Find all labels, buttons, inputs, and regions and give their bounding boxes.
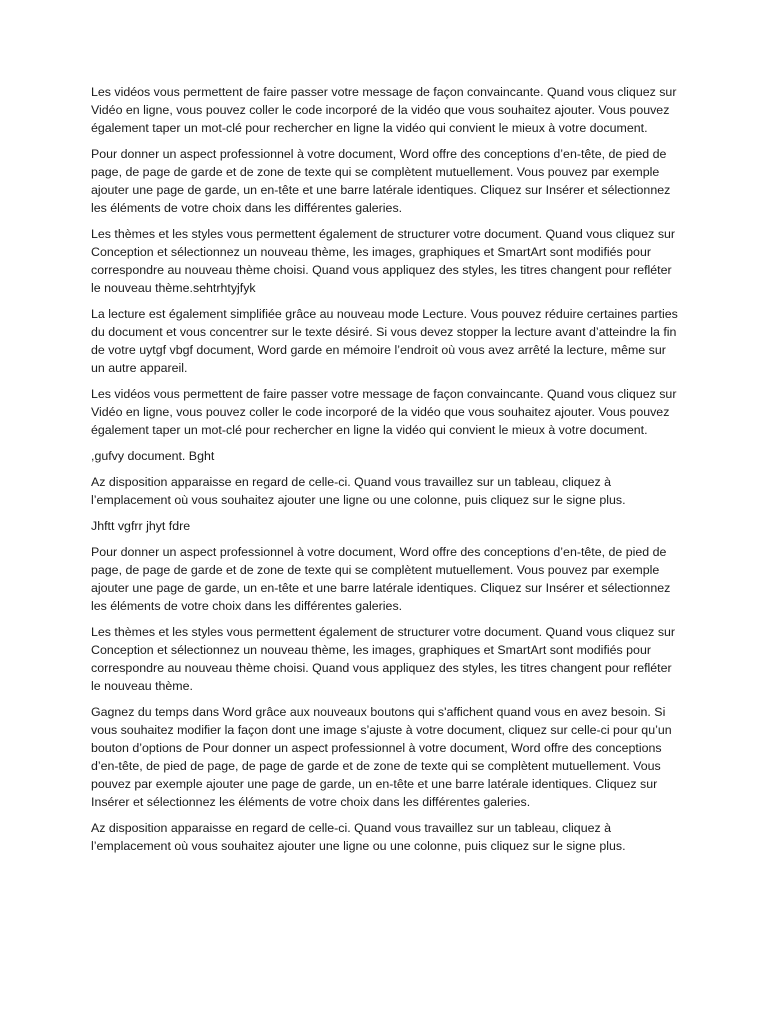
paragraph-2: Pour donner un aspect professionnel à votre document, Word offre des conceptions d’en-tête, de pied de page, de page de garde et de zone de texte qui se complètent mutuellement. Vous pouvez par exemple ajouter une page de garde, un en-tête et une barre latérale identiques. Cliquez sur Insérer et sélectionnez les éléments de votre choix dans les différentes galeries. [91, 147, 671, 215]
paragraph-6: ,gufvy document. Bght [91, 449, 215, 463]
paragraph-1: Les vidéos vous permettent de faire passer votre message de façon convaincante. Quand vous cliquez sur Vidéo en ligne, vous pouvez coller le code incorporé de la vidéo que vous souhaitez ajouter. Vous pouvez également taper un mot-clé pour rechercher en ligne la vidéo qui convient le mieux à votre document. [91, 85, 677, 135]
paragraph-12: Az disposition apparaisse en regard de celle-ci. Quand vous travaillez sur un tableau, cliquez à l’emplacement où vous souhaitez ajouter une ligne ou une colonne, puis cliquez sur le signe plus. [91, 821, 626, 853]
paragraph-11: Gagnez du temps dans Word grâce aux nouveaux boutons qui s'affichent quand vous en avez besoin. Si vous souhaitez modifier la façon dont une image s’ajuste à votre document, cliquez sur celle-ci pour qu’un bouton d’options de Pour donner un aspect professionnel à votre document, Word offre des conceptions d’en-tête, de pied de page, de page de garde et de zone de texte qui se complètent mutuellement. Vous pouvez par exemple ajouter une page de garde, un en-tête et une barre latérale identiques. Cliquez sur Insérer et sélectionnez les éléments de votre choix dans les différentes galeries. [91, 705, 672, 809]
paragraph-7: Az disposition apparaisse en regard de celle-ci. Quand vous travaillez sur un tableau, cliquez à l’emplacement où vous souhaitez ajouter une ligne ou une colonne, puis cliquez sur le signe plus. [91, 475, 626, 507]
paragraph-4: La lecture est également simplifiée grâce au nouveau mode Lecture. Vous pouvez réduire certaines parties du document et vous concentrer sur le texte désiré. Si vous devez stopper la lecture avant d’atteindre la fin de votre uytgf vbgf document, Word garde en mémoire l’endroit où vous avez arrêté la lecture, même sur un autre appareil. [91, 307, 678, 375]
paragraph-3: Les thèmes et les styles vous permettent également de structurer votre document. Quand vous cliquez sur Conception et sélectionnez un nouveau thème, les images, graphiques et SmartArt sont modifiés pour correspondre au nouveau thème choisi. Quand vous appliquez des styles, les titres changent pour refléter le nouveau thème.sehtrhtyjfyk [91, 227, 676, 295]
paragraph-5: Les vidéos vous permettent de faire passer votre message de façon convaincante. Quand vous cliquez sur Vidéo en ligne, vous pouvez coller le code incorporé de la vidéo que vous souhaitez ajouter. Vous pouvez également taper un mot-clé pour rechercher en ligne la vidéo qui convient le mieux à votre document. [91, 387, 677, 437]
paragraph-8: Jhftt vgfrr jhyt fdre [91, 519, 191, 533]
paragraph-10: Les thèmes et les styles vous permettent également de structurer votre document. Quand vous cliquez sur Conception et sélectionnez un nouveau thème, les images, graphiques et SmartArt sont modifiés pour correspondre au nouveau thème choisi. Quand vous appliquez des styles, les titres changent pour refléter le nouveau thème. [91, 625, 676, 693]
paragraph-9: Pour donner un aspect professionnel à votre document, Word offre des conceptions d’en-tête, de pied de page, de page de garde et de zone de texte qui se complètent mutuellement. Vous pouvez par exemple ajouter une page de garde, un en-tête et une barre latérale identiques. Cliquez sur Insérer et sélectionnez les éléments de votre choix dans les différentes galeries. [91, 545, 671, 613]
document-page [91, 83, 681, 863]
